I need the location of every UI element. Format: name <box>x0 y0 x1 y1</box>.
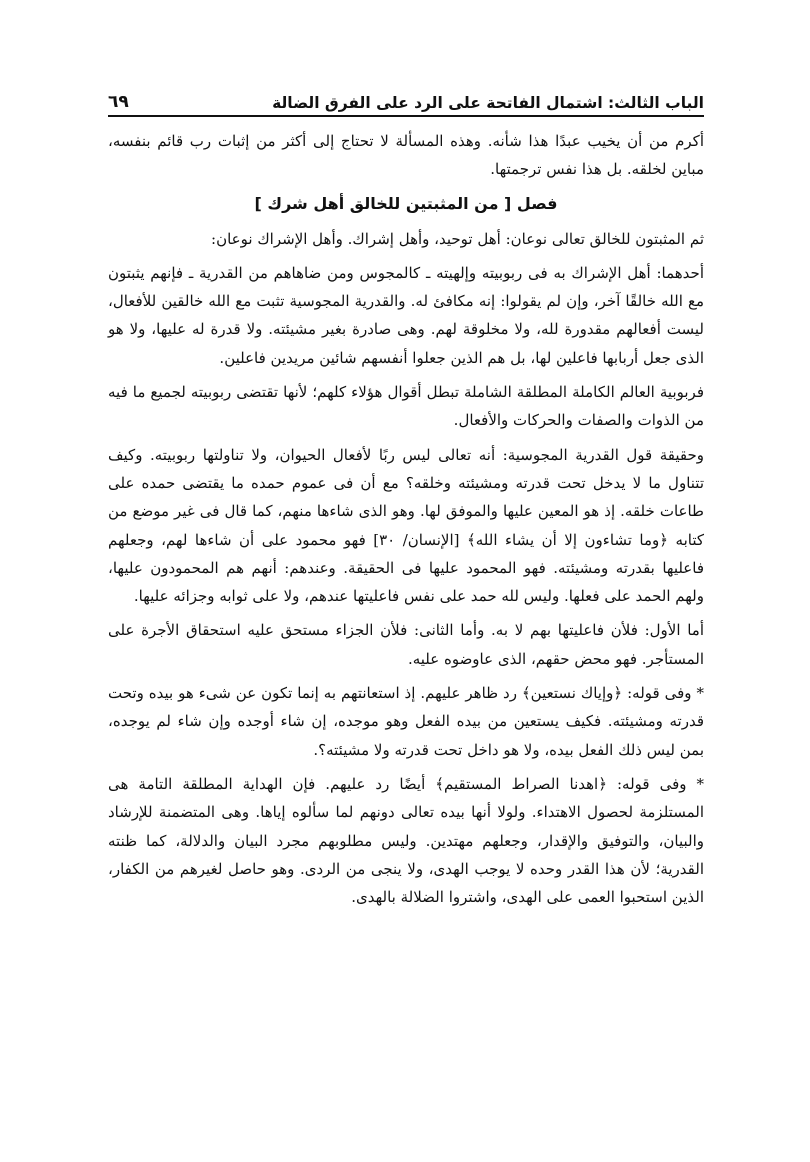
paragraph-rububiyyah: فربوبية العالم الكاملة المطلقة الشاملة تبطل أقوال هؤلاء كلهم؛ لأنها تقتضى ربوبيته لجميع ما فيه من الذوات والصفات والحركات والأفعال. <box>108 383 704 430</box>
paragraph-ihdina: * وفى قوله: ﴿اهدنا الصراط المستقيم﴾ أيضًا رد عليهم. فإن الهداية المطلقة التامة هى المستلزمة لحصول الاهتداء. ولولا أنها بيده تعالى دونهم لما سألوه إياها. وهى المتضمنة للإرشاد والبيان، والتوفيق والإقدار، وجعلهم مهتدين. وليس مطلوبهم مجرد البيان والدلالة، كما ظنته القدرية؛ لأن هذا القدر وحده لا يوجب الهدى، ولا ينجى من الردى. وهو حاصل لغيرهم من الكفار، الذين استحبوا العمى على الهدى، واشتروا الضلالة بالهدى. <box>108 774 704 907</box>
page-body <box>108 127 704 911</box>
section-heading: فصل [ من المثبتين للخالق أهل شرك ] <box>254 193 558 213</box>
book-page <box>108 82 704 1142</box>
running-title: الباب الثالث: اشتمال الفاتحة على الرد على الفرق الضالة <box>272 94 704 112</box>
paragraph-two-kinds: ثم المثبتون للخالق تعالى نوعان: أهل توحيد، وأهل إشراك. وأهل الإشراك نوعان: <box>211 229 704 248</box>
paragraph-first-second: أما الأول: فلأن فاعليتها بهم لا به. وأما الثانى: فلأن الجزاء مستحق عليه استحقاق الأجرة على المستأجر. فهو محض حقهم، الذى عاوضوه عليه. <box>108 621 704 668</box>
paragraph-iyyaka-nastain: * وفى قوله: ﴿وإياك نستعين﴾ رد ظاهر عليهم. إذ استعانتهم به إنما تكون عن شىء هو بيده وتحت قدرته ومشيئته. فكيف يستعين من بيده الفعل وهو موجده، إن شاء أوجده وإن شاء لم يوجده، بمن ليس ذلك الفعل بيده، ولا هو داخل تحت قدرته ولا مشيئته؟. <box>108 684 704 759</box>
paragraph-first-kind: أحدهما: أهل الإشراك به فى ربوبيته وإلهيته ـ كالمجوس ومن ضاهاهم من القدرية ـ فإنهم يثبتون مع الله خالقًا آخر، وإن لم يقولوا: إنه مكافئ له. والقدرية المجوسية تثبت مع الله خالقين للأفعال، ليست أفعالهم مقدورة لله، ولا مخلوقة لهم. وهى صادرة بغير مشيئته. ولا قدرة له عليها، ولا هو الذى جعل أربابها فاعلين لها، بل هم الذين جعلوا أنفسهم شائين مريدين فاعلين. <box>108 263 704 367</box>
page-number: ٦٩ <box>108 92 129 112</box>
paragraph-majusi-qadariyyah: وحقيقة قول القدرية المجوسية: أنه تعالى ليس ربًا لأفعال الحيوان، ولا تناولتها ربوبيته. وكيف تتناول ما لا يدخل تحت قدرته ومشيئته وخلقه؟ مع أن فى عموم حمده ما يقتضى حمده على طاعات خلقه. إذ هو المعين عليها والموفق لها. وهو الذى شاءها منهم، كما قال فى غير موضع من كتابه ﴿وما تشاءون إلا أن يشاء الله﴾ [الإنسان/ ٣٠] فهو محمود على أن شاءها لهم، وجعلهم فاعليها بقدرته ومشيئته. فهو المحمود عليها فى الحقيقة. وعندهم: أنهم هم المحمودون عليها، ولهم الحمد على فعلها. وليس لله حمد على نفس فاعليتها عندهم، ولا على ثوابه وجزائه عليها. <box>108 445 705 606</box>
running-header <box>108 82 704 117</box>
paragraph-continuation: أكرم من أن يخيب عبدًا هذا شأنه. وهذه المسألة لا تحتاج إلى أكثر من إثبات رب قائم بنفسه، مباين لخلقه. بل هذا نفس ترجمتها. <box>108 132 704 179</box>
